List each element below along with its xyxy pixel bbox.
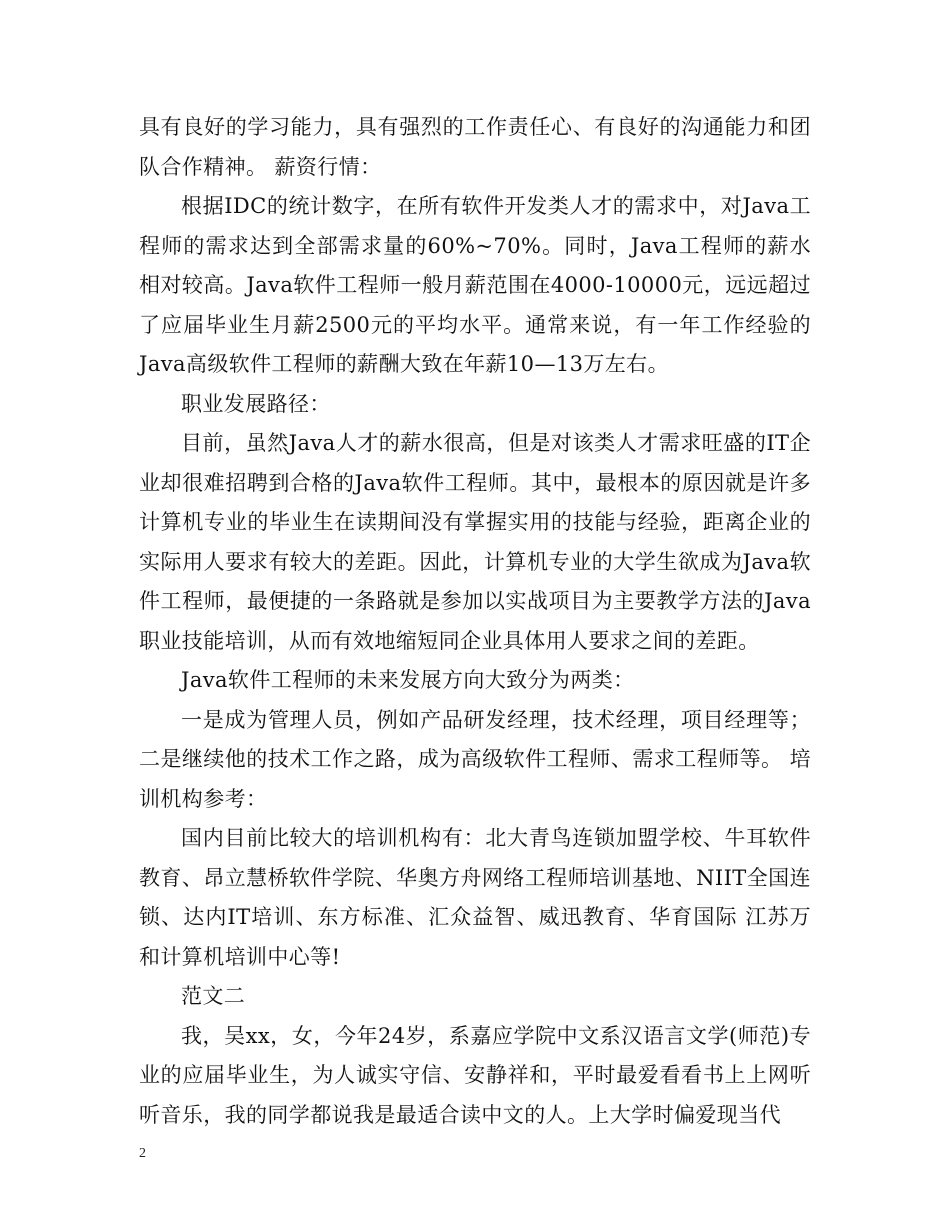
paragraph-direction-types: 一是成为管理人员，例如产品研发经理，技术经理，项目经理等；二是继续他的技术工作之路，成为高级软件工程师、需求工程师等。 培训机构参考：: [139, 707, 811, 811]
paragraph-skills: 具有良好的学习能力，具有强烈的工作责任心、有良好的沟通能力和团队合作精神。 薪资行情：: [139, 115, 811, 179]
page-number: 2: [139, 1146, 146, 1161]
paragraph-future-directions: Java软件工程师的未来发展方向大致分为两类：: [181, 668, 635, 692]
paragraph-career-path: 目前，虽然Java人才的薪水很高，但是对该类人才需求旺盛的IT企业却很难招聘到合格的Java软件工程师。其中，最根本的原因就是许多计算机专业的毕业生在读期间没有掌握实用的技能与经验，距离企业的实际用人要求有较大的差距。因此，计算机专业的大学生欲成为Java软件工程师，最便捷的一条路就是参加以实战项目为主要教学方法的Java职业技能培训，从而有效地缩短同企业具体用人要求之间的差距。: [139, 431, 811, 653]
document-body: [139, 108, 811, 1135]
heading-career-path: 职业发展路径：: [181, 391, 331, 416]
paragraph-salary: 根据IDC的统计数字，在所有软件开发类人才的需求中，对Java工程师的需求达到全部需求量的60%~70%。同时，Java工程师的薪水相对较高。Java软件工程师一般月薪范围在4000-10000元，远远超过了应届毕业生月薪2500元的平均水平。通常来说，有一年工作经验的Java高级软件工程师的薪酬大致在年薪10—13万左右。: [139, 194, 811, 376]
paragraph-training-institutions: 国内目前比较大的培训机构有：北大青鸟连锁加盟学校、牛耳软件教育、昂立慧桥软件学院、华奥方舟网络工程师培训基地、NIIT全国连锁、达内IT培训、东方标准、汇众益智、威迅教育、华育国际 江苏万和计算机培训中心等!: [139, 826, 811, 969]
heading-sample-two: 范文二: [181, 984, 246, 1008]
paragraph-self-introduction: 我，吴xx，女，今年24岁，系嘉应学院中文系汉语言文学(师范)专业的应届毕业生，为人诚实守信、安静祥和，平时最爱看看书上上网听听音乐，我的同学都说我是最适合读中文的人。上大学时偏爱现当代: [139, 1023, 811, 1127]
